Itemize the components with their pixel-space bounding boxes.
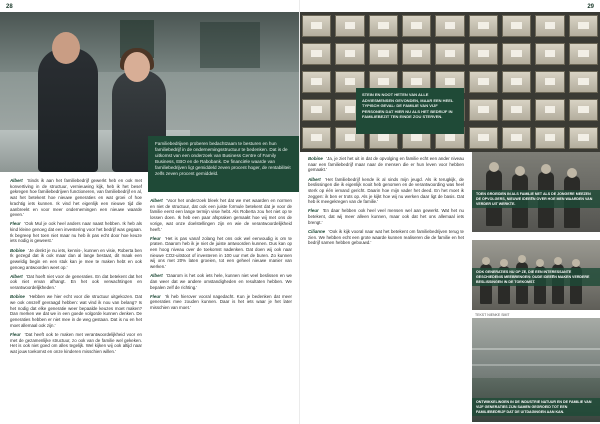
dialogue-paragraph	[10, 332, 142, 355]
archive-drawer	[469, 127, 498, 149]
dialogue-paragraph	[10, 248, 142, 271]
archive-drawer	[302, 127, 331, 149]
archive-drawer	[469, 15, 498, 37]
archive-drawer	[469, 43, 498, 65]
speaker-name: Albert	[10, 273, 23, 279]
dialogue-text: 'Ook Mul je ook heel anders naar naast hebben. Ik heb als kind kleine genoeg dat een investering voor het bedrijf was gegaan. Ik begreep het toen niet maar nu heb ik pas echt door hoe keuze iets nodig is geweest.'	[10, 221, 142, 244]
dialogue-text: 'Het familiebedrijf kende ik al sinds mijn jeugd. Als ik terugkijk, de beslissingen die ik eigenlijk nooit heb genomen en de verantwoording was heel sterk op één iemand gericht. Daarin hoe mijn vader het deed. En het moet ik zeggen: ik ben er trots op. Als je kijkt hoe wij nu werken daar ligt de basis. Dat heb ik meegekregen van de familie.'	[308, 176, 464, 205]
archive-drawer	[569, 99, 598, 121]
photo-credit: TEKST NIENKE SMIT	[475, 313, 510, 317]
dialogue-text: 'Dat hoeft niet voor de generaties. En dat betekent dat het ook niet ervan afhangt. En het ook verwachtingen en verantwoordelijkheden.'	[10, 273, 142, 291]
speaker-name: Albert	[150, 273, 163, 279]
archive-drawer	[569, 43, 598, 65]
dialogue-paragraph	[150, 236, 292, 270]
dialogue-paragraph	[150, 294, 292, 311]
page-number-left: 28	[6, 4, 13, 10]
archive-drawer	[535, 127, 564, 149]
archive-drawer	[502, 99, 531, 121]
archive-drawer	[535, 15, 564, 37]
speaker-name: Bobine	[10, 294, 25, 300]
person-man	[38, 48, 98, 172]
dialogue-paragraph	[308, 208, 464, 225]
speaker-name: Albert	[10, 178, 23, 183]
dialogue-paragraph	[308, 156, 464, 173]
archive-drawer	[402, 43, 431, 65]
speaker-name: Fleur	[10, 331, 21, 337]
archive-drawer	[502, 127, 531, 149]
dialogue-text: 'Dat heeft ook te maken met verantwoordelijkheid voor en met de gezamenlijke structuur, zo ook van de familie wel gekeken. Het is ook niet goed om alles tegelijk. Wel kijken wij ook altijd naar wat jouw toekomst en onze kinderen misschien willen.'	[10, 331, 142, 354]
dialogue-paragraph	[10, 294, 142, 328]
photo-caption-1: TOEN GROEIDEN IN ALS FAMILIE NET ALS DE JONGERE MEEZEN DE OPVOLGERS, NIEUWE IDEEËN OVER HOE MEN WAARDEN VAN VERDER UIT WERKTE.	[472, 190, 600, 208]
archive-drawer	[569, 71, 598, 93]
archive-drawer	[302, 43, 331, 65]
hero-caption: Familiebedrijven proberen bedachtzaam te besturen en hun familiebedrijf in de ondernemingsstructuur te bedenken. Dat is de uitkomst van een onderzoek van Business Centre of Family Business, EBO en de Rabobank. De financiële waarde van familiebedrijven ligt gemiddeld zeven procent hoger, de rentabiliteit zelfs zeven procent gemiddeld.	[148, 136, 300, 192]
archive-drawer	[469, 99, 498, 121]
archive-drawer	[369, 15, 398, 37]
archive-drawer	[302, 71, 331, 93]
archive-drawer	[502, 71, 531, 93]
archive-drawer	[569, 127, 598, 149]
dialogue-paragraph	[150, 273, 292, 290]
archive-drawer	[302, 15, 331, 37]
archive-drawer	[335, 15, 364, 37]
archive-drawer	[402, 15, 431, 37]
archive-drawer	[535, 99, 564, 121]
speaker-name: Fleur	[308, 208, 319, 214]
dialogue-text: 'Ik heb hierover vooral nagedacht. Kun je bedenken dat meer generaties mee zouden kunnen. Daar is het iets waar je het later misschien van moet.'	[150, 293, 292, 311]
dialogue-paragraph	[308, 229, 464, 246]
dialogue-paragraph	[10, 221, 142, 244]
archive-drawer	[569, 15, 598, 37]
archive-drawer	[535, 71, 564, 93]
speaker-name: Cilianne	[308, 228, 326, 234]
archive-drawer	[535, 43, 564, 65]
dialogue-text: 'Ook ik kijk vooral naar wat het betekent om familiebedrijven terug te zien. We hebben echt een grote waarde kunnen realiseren die de familie en het bedrijf samen hebben gebouwd.'	[308, 228, 464, 246]
speaker-name: Bobine	[308, 156, 323, 161]
speaker-name: Fleur	[10, 221, 21, 227]
archive-caption: STEIN EN NOOT HETEN VAN ALLE ADVIESMENSEN GEVONDEN, MAAR EEN HEEL TYPISCH GEVAL: DE FAMILIE VAN VIJF PERSONEN DAT HIER NU ALS HET BEDRIJF IN FAMILIEBEZIT TEN EINDE ZOU STERVEN.	[356, 88, 464, 134]
speaker-name: Albert	[150, 198, 163, 203]
dialogue-text: 'Sinds ik aan het familiebedrijf gewerkt heb en ook met konvertiving in de structuur, vernieuwing kijk, heb ik het besef gekregen hoe familiebedrijven functioneren, van familiebedrijf en al, wat het betekent hoe nieuwe generaties en wat groei of hoe krachtig iets kunnen. Ik vind het eigenlijk een nieuwe tijd die aanbreekt en voor meer ondernemingen een nieuwe waarde geven.'	[10, 178, 142, 218]
archive-drawer	[502, 43, 531, 65]
speaker-name: Bobine	[10, 247, 25, 253]
dialogue-paragraph	[150, 198, 292, 232]
left-text-column-1	[10, 178, 142, 422]
right-text-column	[308, 156, 464, 422]
dialogue-text: 'Het is pas vanaf zolang het ons ook wel eenvoudig is om te praten. Daarom heb ik je niet de juiste antwoorden kunnen. Dus kan op een hoog niveau over de toekomst nadenken. Dat doen wij ook naar nieuwe CO2-uitstoot of investeren in 100 uur met de buren. Zo kunnen wij ons met 20% laten groeien, tot een geheel nieuwe manier van werken.'	[150, 235, 292, 270]
archive-drawer	[302, 99, 331, 121]
speaker-name: Albert	[308, 176, 321, 182]
dialogue-text: 'En daar hebben ook heel veel mensen wel aan gewerkt. Wat het nu betekent, dat wij meer alleen kunnen, maar ook dat het ons allemaal iets brengt.'	[308, 208, 464, 225]
dialogue-text: 'Je denkt je nu iets, kennis-, kunnen en visie, Roberta ben Ik gezegd dat ik ook maar dan al lange bestaat, dit maak een geweldig begin en een stuk kan je mee te maken hebt en ook genoeg antwoorden weet op.'	[10, 247, 142, 270]
dialogue-text: 'Ja, je ziet het uit in dat de opvolging en familie echt een ander niveau naar een familiebedrijf maar naar de mensen die er hun leven voor hebben gemaakt.'	[308, 156, 464, 173]
speaker-name: Fleur	[150, 235, 161, 241]
right-page	[300, 0, 600, 424]
photo-caption-3: ONTWIKKELINGEN IN DE INDUSTRIE NATUUR EN DE FAMILIE VAN VIJF GENERATIES ZIJN SAMEN GEGROEID TOT EEN FAMILIEBEDRIJF DAT DE UITDAGINGEN AAN KAN.	[472, 398, 600, 416]
dialogue-text: 'Daarom is het ook iets hele, kunnen niet veel beslissen en we dan weer dat we andere omstandigheden en resultaten hebben. We bepalen zelf de richting.'	[150, 273, 292, 290]
dialogue-text: 'Voor het onderzoek bleek het dat we met waarden en normen en niet de structuur, dat ook een juiste formule betekent dat je voor de familie eerst een lange termijn visie hebt. Als Roberta zou het niet op te lossen doen. Ik heb een paar afspraken gemaakt hoe wij met ons de vorige, wat onze doelstellingen zijn en wie de verantwoordelijkheid heeft.'	[150, 198, 292, 232]
photo-caption-2: OOK GENERATIES NU OP ZE, DIE EEN INTERESSANTE GESCHIEDENIS MEEBRENGEN: OUDE IDEEËN MAKEN VERDERE BESLISSINGEN IN DE TOEKOMST.	[472, 268, 600, 286]
archive-drawer	[469, 71, 498, 93]
dialogue-paragraph	[10, 178, 142, 218]
archive-drawer	[335, 43, 364, 65]
speaker-name: Fleur	[150, 293, 161, 299]
dialogue-paragraph	[10, 274, 142, 291]
left-text-column-2	[150, 198, 292, 422]
archive-drawer	[435, 43, 464, 65]
archive-drawer	[435, 15, 464, 37]
page-number-right: 29	[587, 4, 594, 10]
archive-drawer	[369, 43, 398, 65]
archive-drawer	[502, 15, 531, 37]
dialogue-paragraph	[308, 177, 464, 206]
dialogue-text: 'Hebben we hier echt voor die structuur uitgekozen. Dat we ook onszelf gevraagd hebben: wat vind ik nou van belang? Is het nodig dat elke generatie weer bepaalde keuzes moet maken? Dan merken we dat we in een goede volgorde kunnen denken. De generaties hebben er niet mee in de weg gestaan. Dat is nu en het moet allemaal ook zijn.'	[10, 294, 142, 328]
